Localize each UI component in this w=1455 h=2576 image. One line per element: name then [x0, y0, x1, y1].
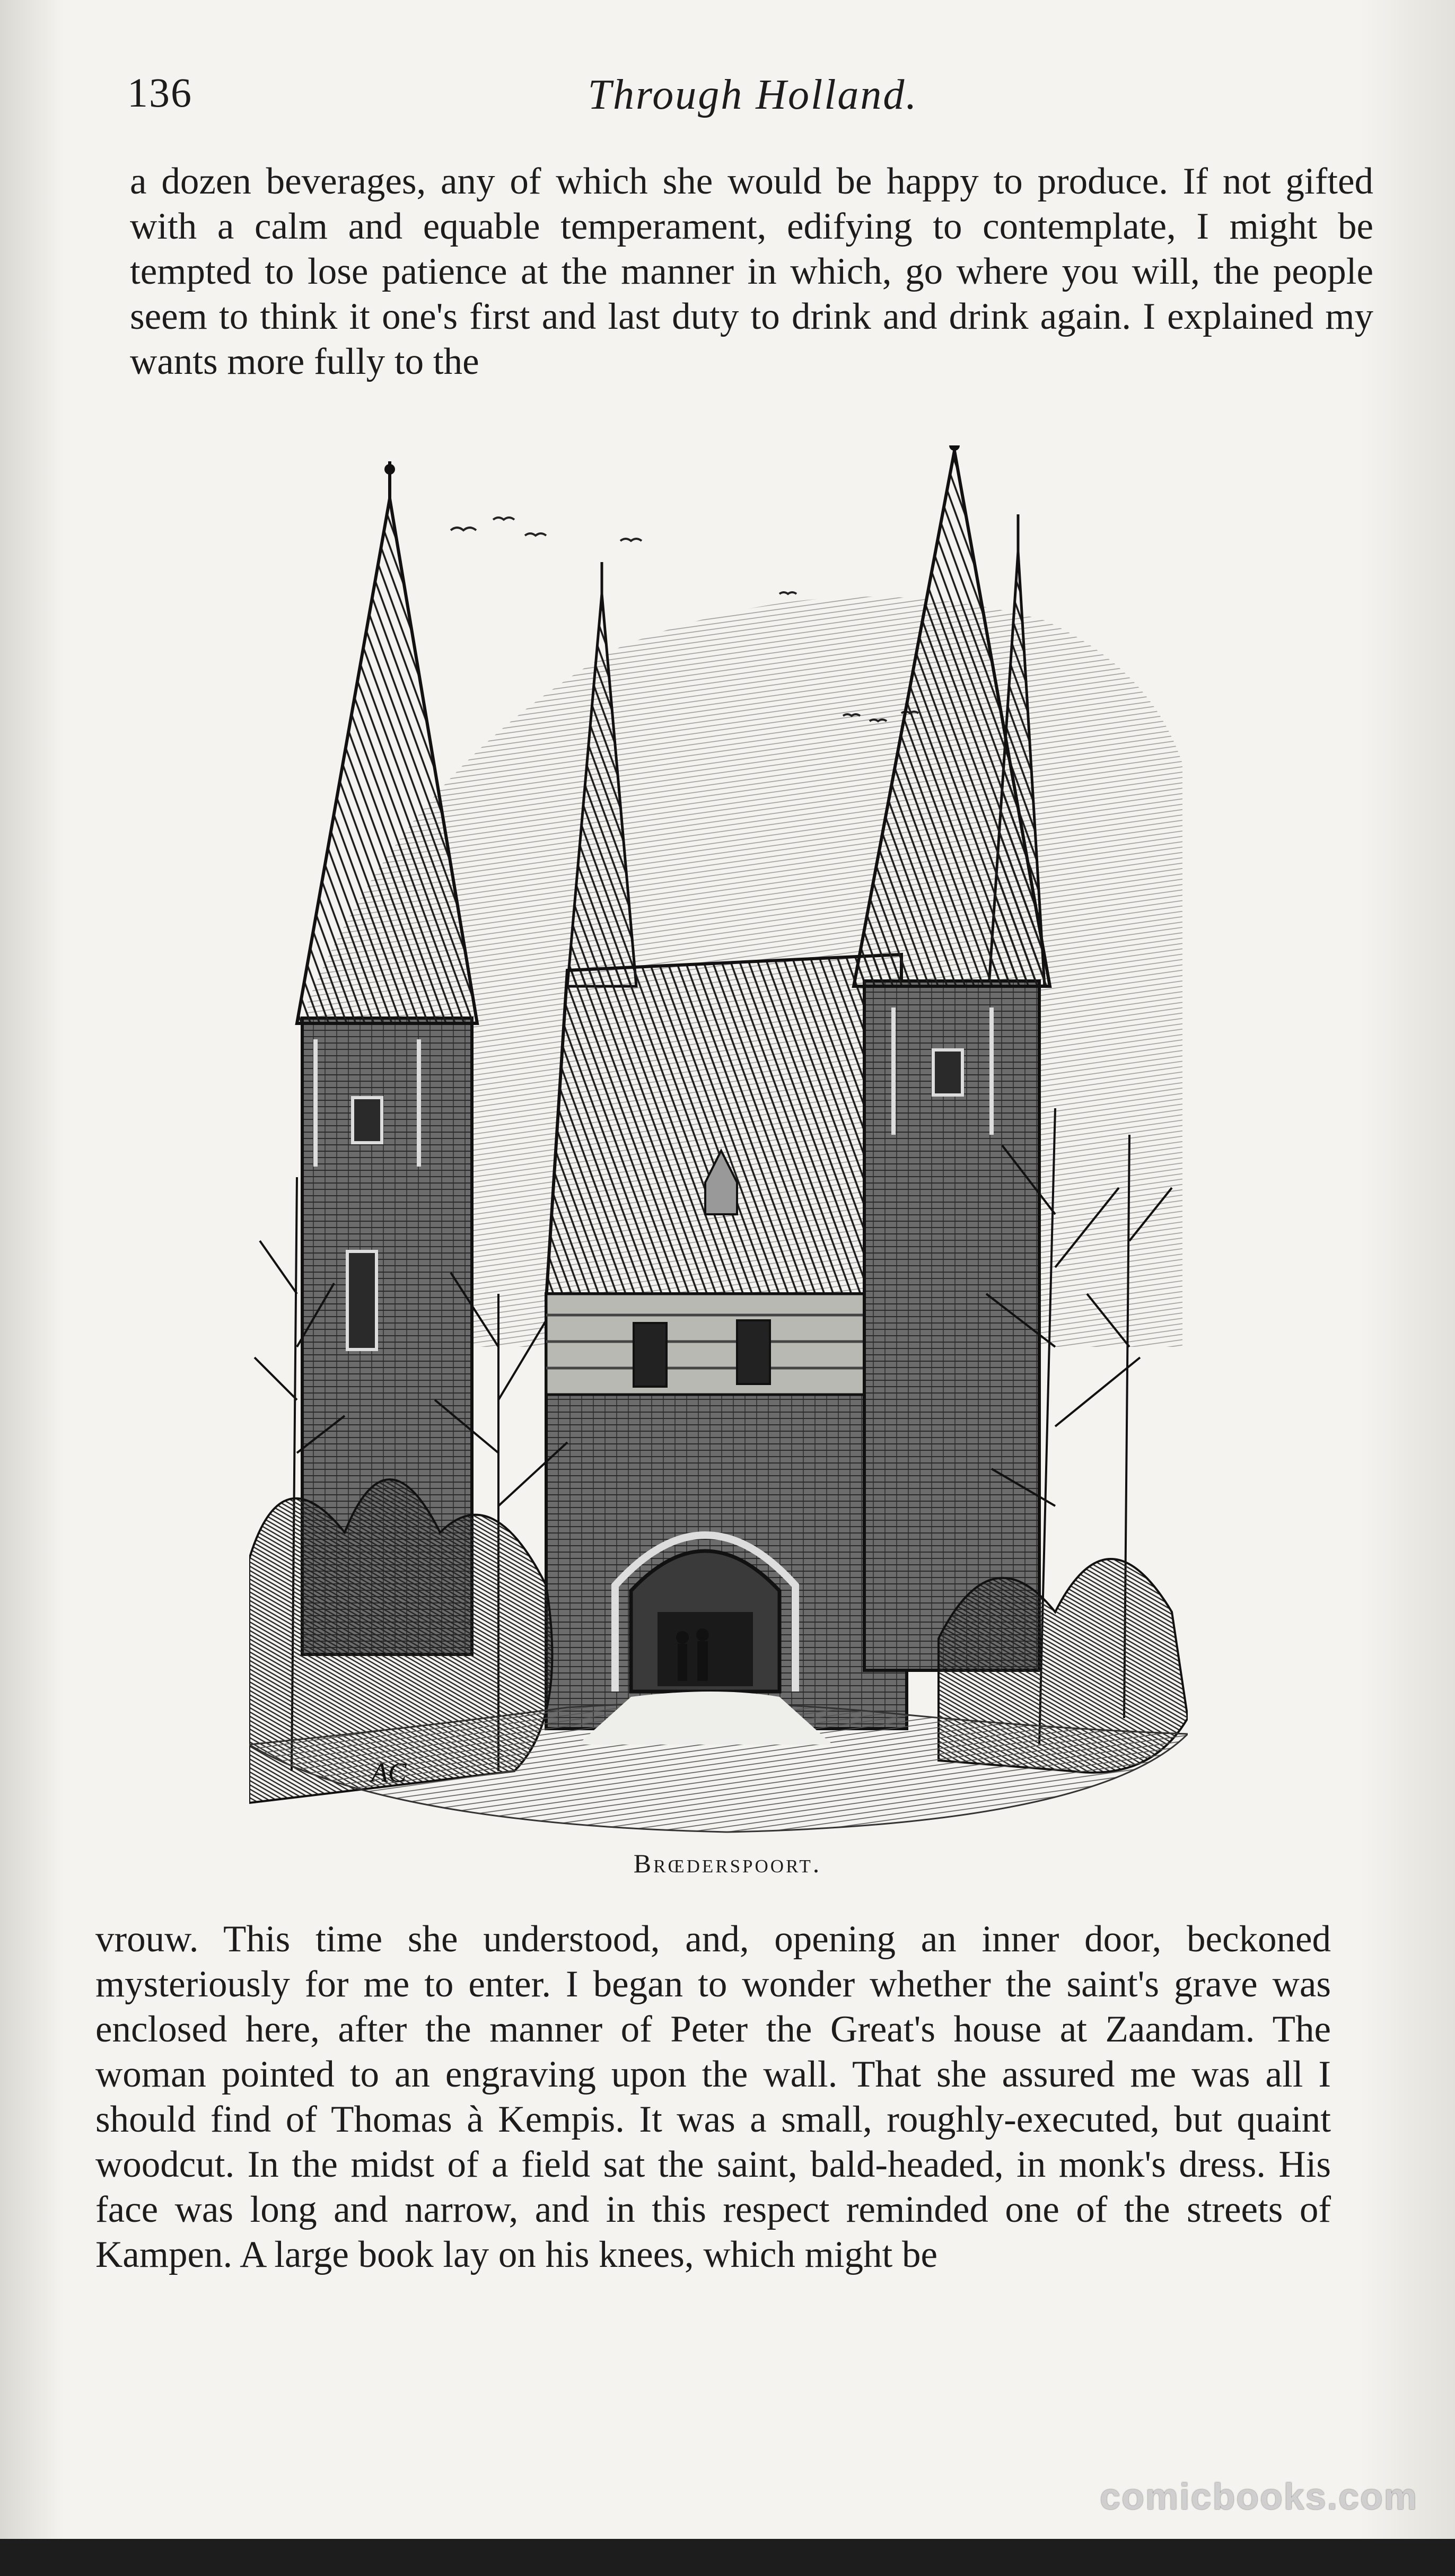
paragraph-bottom: vrouw. This time she understood, and, opening an inner door, beckoned mysteriously for me to enter. I began to wonder whether the saint's grave was enclosed here, after the manner of Peter the Great's house at Zaandam. The woman pointed to an engraving upon the wall. That she assured me was all I should find of Thomas à Kempis. It was a small, roughly-executed, but quaint woodcut. In the midst of a field sat the saint, bald-headed, in monk's dress. His face was long and narrow, and in this respect reminded one of the streets of Kampen. A large book lay on his knees, which might be — [95, 1918, 1331, 2275]
page-gutter-shadow — [0, 0, 64, 2576]
body-text-top — [130, 159, 1373, 384]
scan-bottom-edge — [0, 2539, 1455, 2576]
illustration-caption: Brœderspoort. — [633, 1848, 822, 1878]
body-text-bottom — [95, 1917, 1331, 2277]
engraving-illustration — [249, 445, 1188, 1835]
site-watermark: comicbooks.com — [1100, 2476, 1418, 2517]
running-title: Through Holland. — [588, 72, 918, 118]
paragraph-top: a dozen beverages, any of which she would be happy to produce. If not gifted with a calm and equable temperament, edifying to contemplate, I might be tempted to lose patience at the manner in which, go where you will, the people seem to think it one's first and last duty to drink and drink again. I explained my wants more fully to the — [130, 161, 1373, 382]
page-header — [127, 64, 1379, 127]
left-tower-spire — [297, 498, 477, 1023]
artist-signature: AC — [371, 1758, 407, 1788]
page-edge-shadow — [1360, 0, 1455, 2576]
page-number: 136 — [127, 69, 192, 116]
main-roof — [546, 954, 901, 1299]
